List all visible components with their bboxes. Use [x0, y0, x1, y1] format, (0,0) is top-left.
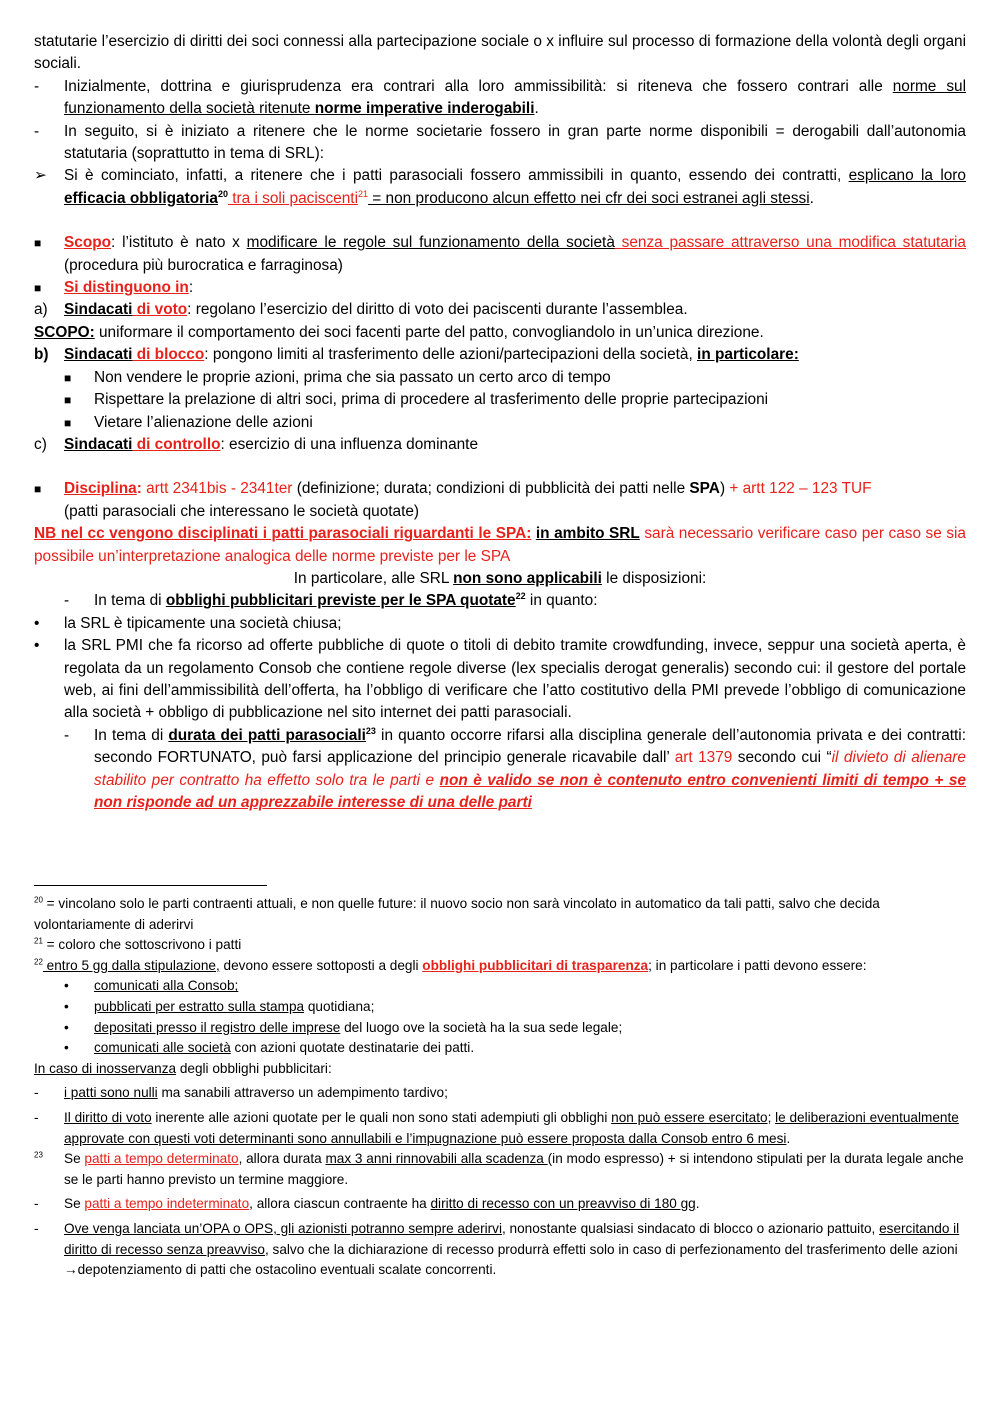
footnote-separator — [34, 885, 267, 886]
history-item-1-text: Inizialmente, dottrina e giurisprudenza era contrari alla loro ammissibilità: si riteneva che fossero contrari alle norme sul funzionamento della società ritenute norme imperative inderogabili. — [64, 77, 966, 118]
list-item: ■ Non vendere le proprie azioni, prima che sia passato un certo arco di tempo — [64, 367, 966, 389]
dash-marker: - — [34, 1085, 39, 1101]
history-item-2-text: In seguito, si è iniziato a ritenere che le norme societarie fossero in gran parte norme disponibili = derogabili dall’autonomia statutaria (soprattutto in tema di SRL): — [64, 122, 966, 163]
srl-point-1: • la SRL è tipicamente una società chiusa; — [34, 613, 966, 635]
sindacati-blocco: b) Sindacati di blocco: pongono limiti al trasferimento delle azioni/partecipazioni della società, in particolare: — [34, 344, 966, 366]
inosservanza-line: In caso di inosservanza degli obblighi pubblicitari: — [34, 1060, 332, 1076]
list-item: • comunicati alla Consob; — [64, 976, 966, 997]
dash-marker: - — [64, 726, 70, 744]
footnote-21: $^{21}$ = coloro che sottoscrivono i patti — [34, 936, 242, 953]
footnote-ref-22[interactable]: 22 — [515, 591, 526, 602]
dash-marker: - — [34, 77, 40, 95]
square-bullet-icon: ■ — [64, 370, 72, 385]
voto-scopo: SCOPO: uniformare il comportamento dei soci facenti parte del patto, convogliandolo in un’unica direzione. — [34, 323, 764, 341]
sindacati-voto: a) Sindacati di voto: regolano l’esercizio del diritto di voto dei paciscenti durante l’assemblea. — [34, 299, 966, 321]
particolare-line: In particolare, alle SRL non sono applicabili le disposizioni: — [293, 569, 707, 587]
arrow-bullet-icon: ➢ — [34, 167, 47, 185]
round-bullet-icon: • — [34, 614, 40, 632]
footnote-dash-item: - Se patti a tempo indeterminato, allora ciascun contraente ha diritto di recesso con un preavviso di 180 gg. — [34, 1194, 966, 1215]
arrow-item — [34, 165, 966, 210]
square-bullet-icon: ■ — [34, 236, 42, 251]
distinguono-heading: ■ Si distinguono in: — [34, 277, 966, 299]
dash-marker: - — [34, 1196, 39, 1212]
history-item-1 — [34, 76, 966, 121]
dash-marker: - — [34, 1109, 39, 1125]
footnote-22: $^{22}$ entro 5 gg dalla stipulazione, devono essere sottoposti a degli obblighi pubblicitari di trasparenza; in particolare i patti devono essere: — [34, 957, 867, 973]
list-item: • pubblicati per estratto sulla stampa quotidiana; — [64, 997, 966, 1018]
round-bullet-icon: • — [64, 998, 69, 1014]
footnote-ref-20[interactable]: 20 — [217, 188, 228, 199]
round-bullet-icon: • — [34, 637, 40, 655]
right-arrow-icon: → — [64, 1262, 78, 1278]
footnote-20: $^{20}$ = vincolano solo le parti contraenti attuali, e non quelle future: il nuovo socio non sarà vincolato in automatico da tali patti, salvo che decida volontariamente di aderirvi — [34, 895, 880, 932]
square-bullet-icon: ■ — [64, 415, 72, 430]
square-bullet-icon: ■ — [34, 482, 42, 497]
history-item-2 — [34, 121, 966, 166]
main-text — [34, 31, 966, 814]
round-bullet-icon: • — [64, 1019, 69, 1035]
list-item: • comunicati alle società con azioni quotate destinatarie dei patti. — [64, 1038, 966, 1059]
scopo-section — [34, 232, 966, 277]
sindacati-controllo: c) Sindacati di controllo: esercizio di una influenza dominante — [34, 434, 966, 456]
durata-item: - In tema di durata dei patti parasociali$^{23}$ in quanto occorre rifarsi alla disciplina generale dell’autonomia privata e dei contratti: secondo FORTUNATO, può farsi applicazione del principio generale ricavabile dall’ art 1379 secondo cui “il divieto di alienare stabilito per contratto ha effetto solo tra le parti e non è valido se non è contenuto entro convenienti limiti di tempo + se non risponde ad un apprezzabile interesse di una delle parti — [64, 725, 966, 811]
footnote-ref-23[interactable]: 23 — [365, 725, 376, 736]
footnote-dash-item: - i patti sono nulli ma sanabili attraverso un adempimento tardivo; — [34, 1083, 966, 1104]
scopo-text: Scopo: l’istituto è nato x modificare le regole sul funzionamento della società senza passare attraverso una modifica statutaria (procedura più burocratica e farraginosa) — [64, 234, 966, 274]
obblighi-item: - In tema di obblighi pubblicitari previste per le SPA quotate$^{22}$ in quanto: — [64, 590, 966, 612]
dash-marker: - — [64, 592, 70, 610]
arrow-item-text: Si è cominciato, infatti, a ritenere che i patti parasociali fossero ammissibili in quanto, essendo dei contratti, esplicano la loro efficacia obbligatoria$^{20}$ tra i soli paciscenti$^{21}$ = non producono alcun effetto nei cfr dei soci estranei agli stessi. — [64, 167, 966, 207]
round-bullet-icon: • — [64, 1040, 69, 1056]
footnote-dash-item: - Ove venga lanciata un’OPA o OPS, gli azionisti potranno sempre aderirvi, nonostante qualsiasi sindacato di blocco o azionario pattuito, esercitando il diritto di recesso senza preavviso, salvo che la dichiarazione di recesso produrrà effetti solo in caso di perfezionamento del trasferimento delle azioni →depotenziamento di patti che ostacolino eventuali scalate concorrenti. — [34, 1220, 960, 1278]
list-item: ■ Vietare l’alienazione delle azioni — [64, 412, 966, 434]
square-bullet-icon: ■ — [34, 281, 42, 296]
list-marker-c: c) — [34, 435, 47, 453]
dash-marker: - — [34, 1220, 39, 1236]
square-bullet-icon: ■ — [64, 393, 72, 408]
footnote-ref-21[interactable]: 21 — [358, 188, 369, 199]
list-item: • depositati presso il registro delle imprese del luogo ove la società ha la sua sede legale; — [64, 1018, 966, 1039]
intro-text: statutarie l’esercizio di diritti dei soci connessi alla partecipazione sociale o x influire sul processo di formazione della volontà degli organi sociali. — [34, 33, 966, 73]
footnote-dash-item: - Il diritto di voto inerente alle azioni quotate per le quali non sono stati adempiuti gli obblighi non può essere esercitato; le deliberazioni eventualmente approvate con questi voti determinanti sono annullabili e l’impugnazione può essere proposta dalla Consob entro 6 mesi. — [34, 1109, 959, 1146]
list-item: ■ Rispettare la prelazione di altri soci, prima di procedere al trasferimento delle proprie partecipazioni — [64, 389, 966, 411]
footnote-23: $^{23}$ Se patti a tempo determinato, allora durata max 3 anni rinnovabili alla scadenza (in modo espresso) + si intendono stipulati per la durata legale anche se le parti hanno previsto un termine maggiore. — [34, 1150, 964, 1187]
list-marker-a: a) — [34, 301, 48, 319]
disciplina-section: ■ Disciplina: artt 2341bis - 2341ter (definizione; durata; condizioni di pubblicità dei patti nelle SPA) + artt 122 – 123 TUF (patti parasociali che interessano le società quotate) — [34, 480, 872, 520]
intro-paragraph — [34, 31, 966, 76]
round-bullet-icon: • — [64, 978, 69, 994]
list-marker-b: b) — [34, 346, 49, 364]
srl-point-2: • la SRL PMI che fa ricorso ad offerte pubbliche di quote o titoli di debito tramite crowdfunding, invece, seppur una società aperta, è regolata da un regolamento Consob che contiene regole diverse (lex specialis derogat generalis) secondo cui: il gestore del portale web, ai fini dell’ammissibilità dell’offerta, ha l’obbligo di verificare che l’atto costitutivo della PMI prevede l’obbligo di comunicazione alla società + obbligo di pubblicazione nel sito internet dei patti parasociali. — [34, 637, 966, 722]
nb-note: NB nel cc vengono disciplinati i patti parasociali riguardanti le SPA: in ambito SRL sarà necessario verificare caso per caso se sia possibile un’interpretazione analogica delle norme previste per le SPA — [34, 525, 966, 565]
dash-marker: - — [34, 122, 40, 140]
footnotes — [34, 894, 966, 1281]
